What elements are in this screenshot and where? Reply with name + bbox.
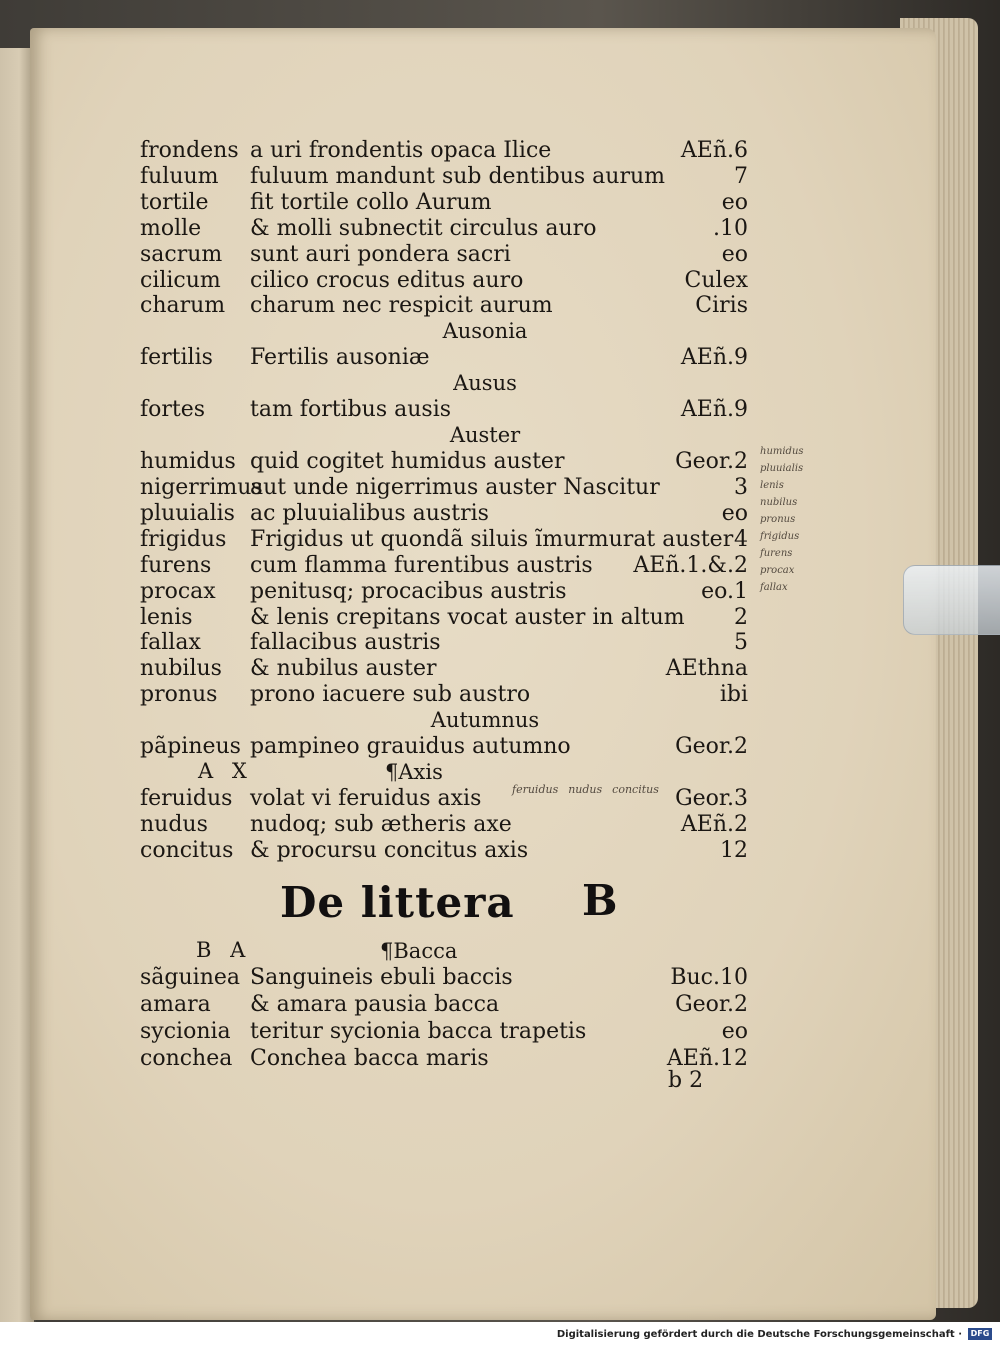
reference: 4 — [734, 526, 748, 552]
epithet: tortile — [140, 189, 209, 215]
entry-row — [0, 474, 1000, 502]
reference: AEñ.9 — [680, 345, 748, 371]
epithet: feruidus — [140, 786, 233, 811]
verse-quote: a uri frondentis opaca Ilice — [250, 138, 552, 163]
handwritten-note: furens — [760, 548, 793, 559]
dfg-logo: DFG — [968, 1328, 992, 1340]
handwritten-note: lenis — [760, 480, 784, 491]
handwritten-note: nubilus — [760, 497, 798, 508]
epithet: pãpineus — [140, 734, 241, 760]
reference: AEñ.9 — [680, 397, 748, 423]
reference: AEñ.12 — [666, 1046, 748, 1071]
entry-row — [0, 137, 1000, 165]
handwritten-note: frigidus — [760, 531, 800, 542]
reference: Geor.2 — [675, 992, 748, 1017]
reference: 2 — [734, 604, 748, 630]
entry-row — [0, 578, 1000, 606]
entry-row — [0, 241, 1000, 269]
epithet: charum — [140, 293, 226, 319]
headword-heading: ¶Axis — [385, 760, 443, 784]
footer-text: Digitalisierung gefördert durch die Deutsche Forschungsgemeinschaft · — [556, 1329, 962, 1340]
entry-row — [0, 837, 1000, 865]
entry-row — [0, 292, 1000, 320]
entry-row — [0, 526, 1000, 554]
footer-bar — [0, 1322, 1000, 1346]
reference: Buc.10 — [670, 965, 748, 990]
verse-quote: fit tortile collo Aurum — [250, 189, 492, 215]
epithet: amara — [140, 992, 211, 1017]
headword-heading: Auster — [449, 423, 521, 448]
epithet: fortes — [140, 397, 206, 423]
epithet: procax — [140, 578, 216, 604]
reference: eo — [721, 241, 748, 267]
verse-quote: sunt auri pondera sacri — [250, 241, 511, 267]
entry-row — [0, 500, 1000, 528]
handwritten-inline-notes — [512, 780, 669, 799]
reference: 7 — [734, 163, 748, 189]
verse-quote: & molli subnectit circulus auro — [250, 215, 597, 241]
epithet: fallax — [140, 630, 201, 656]
handwritten-note: feruidus — [512, 783, 559, 796]
section-letter: B — [582, 876, 618, 925]
handwritten-note: pluuialis — [760, 463, 804, 474]
reference: eo.1 — [701, 578, 748, 604]
reference: AEthna — [665, 656, 748, 682]
handwritten-note: humidus — [760, 446, 804, 457]
verse-quote: Fertilis ausoniæ — [250, 345, 430, 371]
reference: eo — [721, 189, 748, 215]
handwritten-note: pronus — [760, 514, 796, 525]
epithet: frondens — [140, 138, 239, 163]
entry-row — [0, 655, 1000, 683]
verse-quote: fuluum mandunt sub dentibus aurum — [250, 163, 665, 189]
section-title: De littera — [280, 878, 515, 927]
entry-row — [0, 1018, 1000, 1046]
epithet: nubilus — [140, 656, 222, 682]
entry-row — [0, 396, 1000, 424]
verse-quote: teritur sycionia bacca trapetis — [250, 1019, 587, 1044]
entry-row — [0, 163, 1000, 191]
signature-mark: b 2 — [668, 1068, 704, 1093]
verse-quote: Conchea bacca maris — [250, 1046, 489, 1071]
verse-quote: & lenis crepitans vocat auster in altum — [250, 604, 685, 630]
handwritten-margin-notes — [760, 443, 804, 596]
epithet: humidus — [140, 449, 236, 475]
verse-quote: fallacibus austris — [250, 630, 441, 656]
reference: Culex — [684, 267, 748, 293]
entry-row — [0, 991, 1000, 1019]
entry-row — [0, 552, 1000, 580]
verse-quote: pampineo grauidus autumno — [250, 734, 571, 760]
epithet: sycionia — [140, 1019, 231, 1044]
reference: AEñ.2 — [680, 811, 748, 837]
reference: AEñ.1.&.2 — [633, 552, 748, 578]
epithet: lenis — [140, 604, 193, 630]
epithet: sacrum — [140, 241, 223, 267]
entry-row — [0, 964, 1000, 992]
entry-row — [0, 681, 1000, 709]
entry-row — [0, 733, 1000, 761]
epithet: pronus — [140, 682, 218, 708]
reference: 12 — [720, 837, 748, 863]
verse-quote: penitusq; procacibus austris — [250, 578, 567, 604]
epithet: conchea — [140, 1046, 233, 1071]
verse-quote: tam fortibus ausis — [250, 397, 452, 423]
reference: .10 — [713, 215, 748, 241]
epithet: nigerrimus — [140, 475, 263, 500]
reference: Ciris — [695, 293, 748, 319]
epithet: concitus — [140, 837, 234, 863]
epithet: frigidus — [140, 526, 227, 552]
epithet: fuluum — [140, 163, 219, 189]
entry-row — [0, 785, 1000, 813]
reference: Geor.2 — [675, 734, 748, 760]
headword-heading: Autumnus — [430, 708, 540, 733]
verse-quote: cum flamma furentibus austris — [250, 552, 593, 578]
epithet: molle — [140, 215, 202, 241]
epithet: fertilis — [140, 345, 213, 371]
verse-quote: quid cogitet humidus auster — [250, 449, 565, 475]
verse-quote: ac pluuialibus austris — [250, 500, 489, 526]
entry-row — [0, 604, 1000, 632]
reference: AEñ.6 — [680, 138, 748, 163]
headword-heading: ¶Bacca — [380, 939, 458, 963]
entry-row — [0, 629, 1000, 657]
letter-pair: A X — [198, 759, 253, 783]
verse-quote: aut unde nigerrimus auster Nascitur — [250, 475, 660, 500]
epithet: cilicum — [140, 267, 221, 293]
verse-quote: & nubilus auster — [250, 656, 437, 682]
reference: ibi — [719, 682, 748, 708]
handwritten-note: fallax — [760, 582, 788, 593]
reference: Geor.2 — [675, 449, 748, 475]
verse-quote: volat vi feruidus axis — [250, 786, 482, 811]
handwritten-note: procax — [760, 565, 795, 576]
epithet: furens — [140, 552, 212, 578]
headword-heading: Ausonia — [442, 319, 528, 344]
reference: eo — [721, 500, 748, 526]
epithet: nudus — [140, 811, 208, 837]
reference: 3 — [734, 475, 748, 500]
entry-row — [0, 1045, 1000, 1073]
handwritten-note: nudus — [568, 783, 603, 796]
verse-quote: charum nec respicit aurum — [250, 293, 553, 319]
epithet: pluuialis — [140, 500, 235, 526]
verse-quote: Frigidus ut quondã siluis ĩmurmurat auster — [250, 526, 734, 552]
entry-row — [0, 189, 1000, 217]
verse-quote: nudoq; sub ætheris axe — [250, 811, 512, 837]
handwritten-note: concitus — [612, 783, 659, 796]
entry-row — [0, 811, 1000, 839]
verse-quote: cilico crocus editus auro — [250, 267, 524, 293]
verse-quote: prono iacuere sub austro — [250, 682, 531, 708]
entry-row — [0, 267, 1000, 295]
entry-row — [0, 344, 1000, 372]
reference: eo — [721, 1019, 748, 1044]
reference: Geor.3 — [675, 786, 748, 811]
reference: 5 — [734, 630, 748, 656]
letter-pair: B A — [196, 938, 252, 962]
verse-quote: Sanguineis ebuli baccis — [250, 965, 513, 990]
entry-row — [0, 448, 1000, 476]
epithet: sãguinea — [140, 965, 240, 990]
verse-quote: & procursu concitus axis — [250, 837, 529, 863]
entry-row — [0, 215, 1000, 243]
headword-heading: Ausus — [453, 371, 517, 396]
verse-quote: & amara pausia bacca — [250, 992, 500, 1017]
